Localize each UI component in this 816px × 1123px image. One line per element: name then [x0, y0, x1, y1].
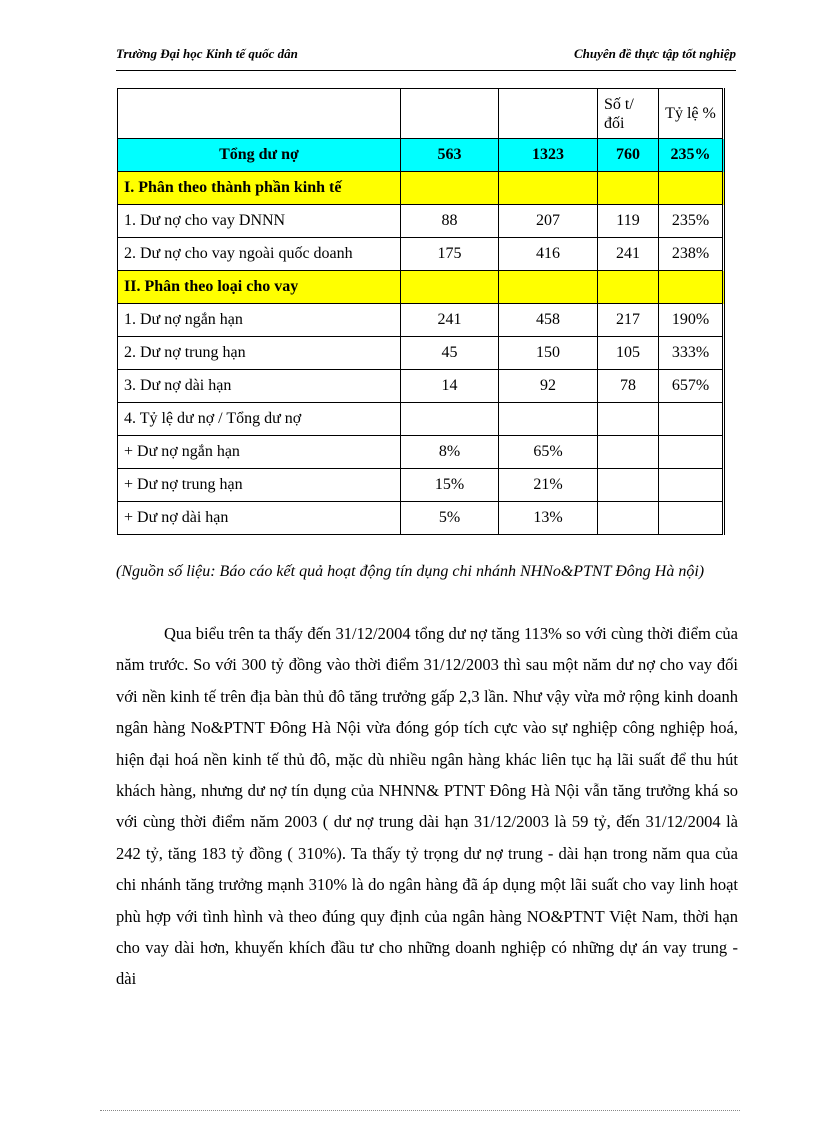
table-cell [659, 436, 724, 469]
table-cell: 235% [659, 205, 724, 238]
page-header [116, 44, 736, 70]
table-cell [659, 502, 724, 535]
table-cell [499, 172, 598, 205]
table-cell: 241 [598, 238, 659, 271]
table-cell: Tổng dư nợ [118, 139, 401, 172]
table-cell: 13% [499, 502, 598, 535]
table-cell: 190% [659, 304, 724, 337]
table-cell: 657% [659, 370, 724, 403]
table-header-cell: Số t/ đối [598, 89, 659, 139]
table-row [118, 337, 724, 370]
body-text [116, 618, 738, 995]
table-row [118, 205, 724, 238]
table-cell: 4. Tỷ lệ dư nợ / Tổng dư nợ [118, 403, 401, 436]
table-cell: 238% [659, 238, 724, 271]
table-cell: 14 [401, 370, 499, 403]
table-cell: 563 [401, 139, 499, 172]
table-cell: 78 [598, 370, 659, 403]
table-cell [598, 436, 659, 469]
table-cell [499, 403, 598, 436]
table-cell: 241 [401, 304, 499, 337]
table-cell: 235% [659, 139, 724, 172]
table-row [118, 436, 724, 469]
table-cell: 207 [499, 205, 598, 238]
table-header-cell [401, 89, 499, 139]
loan-balance-table [117, 88, 725, 535]
table-cell: + Dư nợ trung hạn [118, 469, 401, 502]
page-bottom-divider [100, 1110, 740, 1111]
table-section-row [118, 271, 724, 304]
table-cell: 458 [499, 304, 598, 337]
table-cell: 2. Dư nợ trung hạn [118, 337, 401, 370]
table-row [118, 370, 724, 403]
table-cell: 119 [598, 205, 659, 238]
table-cell: 3. Dư nợ dài hạn [118, 370, 401, 403]
data-source-note: (Nguồn số liệu: Báo cáo kết quả hoạt động tín dụng chi nhánh NHNo&PTNT Đông Hà nội) [116, 563, 705, 580]
table-header-row [118, 89, 724, 139]
table-header-cell: Tỷ lệ % [659, 89, 724, 139]
table-header-cell [499, 89, 598, 139]
table-cell: 175 [401, 238, 499, 271]
table-cell [598, 172, 659, 205]
table-cell: 1323 [499, 139, 598, 172]
table-cell [401, 403, 499, 436]
table-cell: 92 [499, 370, 598, 403]
header-university: Trường Đại học Kinh tế quốc dân [116, 46, 298, 61]
table-cell: 65% [499, 436, 598, 469]
table-cell: 8% [401, 436, 499, 469]
table-cell: 45 [401, 337, 499, 370]
table-section-row [118, 172, 724, 205]
table-cell: 150 [499, 337, 598, 370]
table-cell: 2. Dư nợ cho vay ngoài quốc doanh [118, 238, 401, 271]
table-cell [401, 172, 499, 205]
table-cell: 1. Dư nợ cho vay DNNN [118, 205, 401, 238]
table-row [118, 304, 724, 337]
table-total-row [118, 139, 724, 172]
table-cell: + Dư nợ ngắn hạn [118, 436, 401, 469]
table-cell: 105 [598, 337, 659, 370]
table-cell [659, 271, 724, 304]
table-cell: 15% [401, 469, 499, 502]
table-cell [499, 271, 598, 304]
table-cell: 333% [659, 337, 724, 370]
table-cell [659, 469, 724, 502]
table-cell [598, 403, 659, 436]
table-cell: 760 [598, 139, 659, 172]
table-cell: II. Phân theo loại cho vay [118, 271, 401, 304]
table-row [118, 403, 724, 436]
table-cell [598, 469, 659, 502]
table-header-cell [118, 89, 401, 139]
table-cell [659, 172, 724, 205]
table-cell: 217 [598, 304, 659, 337]
table-cell: 21% [499, 469, 598, 502]
table-row [118, 469, 724, 502]
table-cell [401, 271, 499, 304]
table-cell: 416 [499, 238, 598, 271]
table-cell: I. Phân theo thành phần kinh tế [118, 172, 401, 205]
table-cell: + Dư nợ dài hạn [118, 502, 401, 535]
table-row [118, 238, 724, 271]
header-thesis-title: Chuyên đề thực tập tốt nghiệp [574, 46, 736, 61]
table-cell: 88 [401, 205, 499, 238]
table-cell: 1. Dư nợ ngắn hạn [118, 304, 401, 337]
table-cell [598, 271, 659, 304]
table-cell [598, 502, 659, 535]
body-paragraph: Qua biểu trên ta thấy đến 31/12/2004 tổng dư nợ tăng 113% so với cùng thời điểm của năm trước. So với 300 tỷ đồng vào thời điểm 31/12/2003 thì sau một năm dư nợ cho vay đối với nền kinh tế trên địa bàn thủ đô tăng trưởng gấp 2,3 lần. Như vậy vừa mở rộng kinh doanh ngân hàng No&PTNT Đông Hà Nội vừa đóng góp tích cực vào sự nghiệp công nghiệp hoá, hiện đại hoá nền kinh tế thủ đô, mặc dù nhiều ngân hàng khác liên tục hạ lãi suất để thu hút khách hàng, nhưng dư nợ tín dụng của NHNN& PTNT Đông Hà Nội vẫn tăng trưởng khá so với cùng thời điểm năm 2003 ( dư nợ trung dài hạn 31/12/2003 là 59 tỷ, đến 31/12/2004 là 242 tỷ, tăng 183 tỷ đồng ( 310%). Ta thấy tỷ trọng dư nợ trung - dài hạn trong năm qua của chi nhánh tăng trưởng mạnh 310% là do ngân hàng đã áp dụng một lãi suất cho vay linh hoạt phù hợp với tình hình và theo đúng quy định của ngân hàng NO&PTNT Việt Nam, thời hạn cho vay dài hơn, khuyến khích đầu tư cho những doanh nghiệp có những dự án vay trung - dài [116, 624, 738, 989]
table-cell [659, 403, 724, 436]
table-cell: 5% [401, 502, 499, 535]
header-divider [116, 70, 736, 71]
table-row [118, 502, 724, 535]
